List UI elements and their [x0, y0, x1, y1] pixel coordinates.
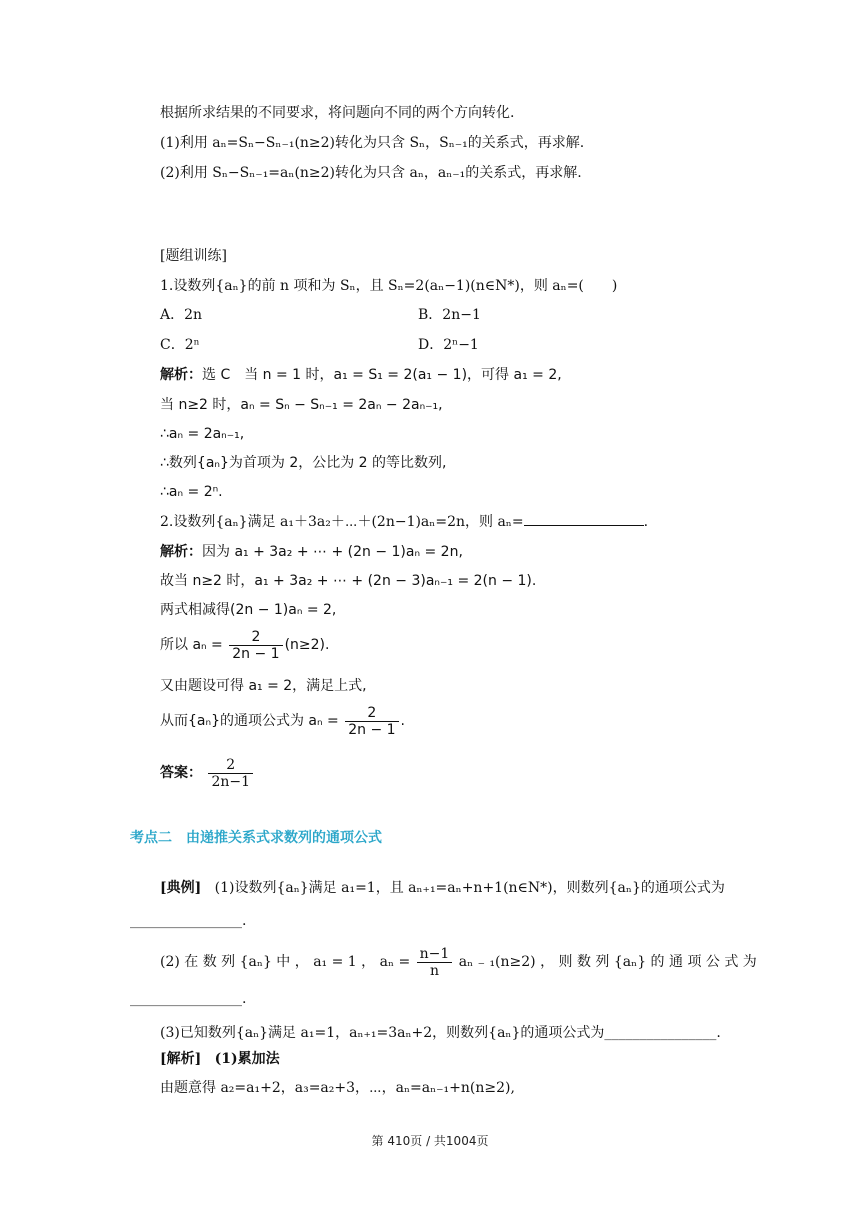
- question-2: [160, 512, 648, 532]
- solution-2-line-2: 故当 n≥2 时，a₁ + 3a₂ + ⋯ + (2n − 3)aₙ₋₁ = 2(n − 1).: [160, 573, 537, 589]
- question-1: 1.设数列{aₙ}的前 n 项和为 Sₙ，且 Sₙ=2(aₙ−1)(n∈N*)，则 aₙ=( ): [160, 278, 618, 294]
- solution-2-line-1: [160, 542, 463, 562]
- solution-1-line-1: [160, 365, 562, 385]
- intro-line-1: 根据所求结果的不同要求，将问题向不同的两个方向转化.: [160, 105, 515, 121]
- fraction-numerator: 2: [208, 757, 253, 774]
- formula-prefix: 所以 aₙ =: [160, 637, 223, 653]
- solution-1-line-2: 当 n≥2 时，aₙ = Sₙ − Sₙ₋₁ = 2aₙ − 2aₙ₋₁,: [160, 397, 443, 413]
- fraction-denominator: 2n − 1: [348, 721, 396, 738]
- example-2-suffix: aₙ ₋ ₁(n≥2) ， 则 数 列 {aₙ} 的 通 项 公 式 为: [458, 954, 757, 970]
- example-2-prefix: (2) 在 数 列 {aₙ} 中 ， a₁ = 1 ， aₙ =: [160, 954, 411, 970]
- fraction: [417, 946, 453, 979]
- intro-line-2: (1)利用 aₙ=Sₙ−Sₙ₋₁(n≥2)转化为只含 Sₙ，Sₙ₋₁的关系式，再求解.: [160, 135, 585, 151]
- option-c: C．2ⁿ: [160, 337, 200, 353]
- example-label: [典例]: [160, 880, 202, 896]
- solution-1-line-3: ∴aₙ = 2aₙ₋₁,: [160, 426, 245, 442]
- solution-heading: [160, 1049, 280, 1069]
- solution-1-line-4: ∴数列{aₙ}为首项为 2，公比为 2 的等比数列,: [160, 455, 447, 471]
- option-d: D．2ⁿ−1: [418, 337, 479, 353]
- example-2-tail: ________________.: [130, 991, 247, 1007]
- solution-title: (1)累加法: [214, 1051, 280, 1067]
- answer-line: [160, 756, 255, 790]
- fraction-denominator: 2n−1: [211, 773, 251, 790]
- solution-label: 解析：: [160, 367, 202, 383]
- question-2-end: .: [643, 514, 649, 530]
- solution-2-line-3: 两式相减得(2n − 1)aₙ = 2,: [160, 602, 337, 618]
- fraction: [345, 705, 398, 738]
- option-a: A．2n: [160, 307, 203, 323]
- solution-label: [解析]: [160, 1051, 202, 1067]
- example-1-text: (1)设数列{aₙ}满足 a₁=1，且 aₙ₊₁=aₙ+n+1(n∈N*)，则数列{aₙ}的通项公式为: [214, 880, 725, 896]
- answer-fraction: [208, 757, 253, 790]
- example-1-tail: ________________.: [130, 913, 247, 929]
- example-3: (3)已知数列{aₙ}满足 a₁=1，aₙ₊₁=3aₙ+2，则数列{aₙ}的通项公式为________________.: [160, 1025, 721, 1041]
- solution-1-line-5: ∴aₙ = 2ⁿ.: [160, 484, 223, 500]
- solution-2-line-6: [160, 704, 405, 738]
- example-1: [160, 878, 725, 898]
- page-footer: 第 410页 / 共1004页: [371, 1134, 489, 1148]
- fraction-numerator: 2: [345, 705, 398, 722]
- example-2: [160, 945, 757, 979]
- fraction-denominator: 2n − 1: [232, 645, 280, 662]
- training-heading: [题组训练]: [160, 248, 227, 264]
- formula-suffix: .: [400, 713, 405, 729]
- solution-label: 解析：: [160, 544, 202, 560]
- solution-text: 因为 a₁ + 3a₂ + ⋯ + (2n − 1)aₙ = 2n,: [202, 544, 463, 560]
- formula-suffix: (n≥2).: [284, 637, 330, 653]
- fraction-numerator: 2: [229, 629, 282, 646]
- section-title: 考点二 由递推关系式求数列的通项公式: [130, 830, 382, 846]
- solution-text: 选 C 当 n = 1 时，a₁ = S₁ = 2(a₁ − 1)，可得 a₁ = 2,: [202, 367, 562, 383]
- fraction: [229, 629, 282, 662]
- option-b: B．2n−1: [418, 307, 481, 323]
- solution-2-line-5: 又由题设可得 a₁ = 2，满足上式,: [160, 678, 367, 694]
- formula-prefix: 从而{aₙ}的通项公式为 aₙ =: [160, 713, 339, 729]
- answer-label: 答案：: [160, 765, 202, 781]
- solution-2-line-4: [160, 628, 329, 662]
- solution-line-1: 由题意得 a₂=a₁+2，a₃=a₂+3，⋯，aₙ=aₙ₋₁+n(n≥2),: [160, 1080, 515, 1096]
- question-2-text: 2.设数列{aₙ}满足 a₁＋3a₂＋⋯＋(2n−1)aₙ=2n，则 aₙ=: [160, 514, 524, 530]
- fraction-numerator: n−1: [417, 946, 453, 963]
- fraction-denominator: n: [429, 962, 439, 979]
- answer-blank: [524, 513, 644, 526]
- intro-line-3: (2)利用 Sₙ−Sₙ₋₁=aₙ(n≥2)转化为只含 aₙ，aₙ₋₁的关系式，再求解.: [160, 165, 582, 181]
